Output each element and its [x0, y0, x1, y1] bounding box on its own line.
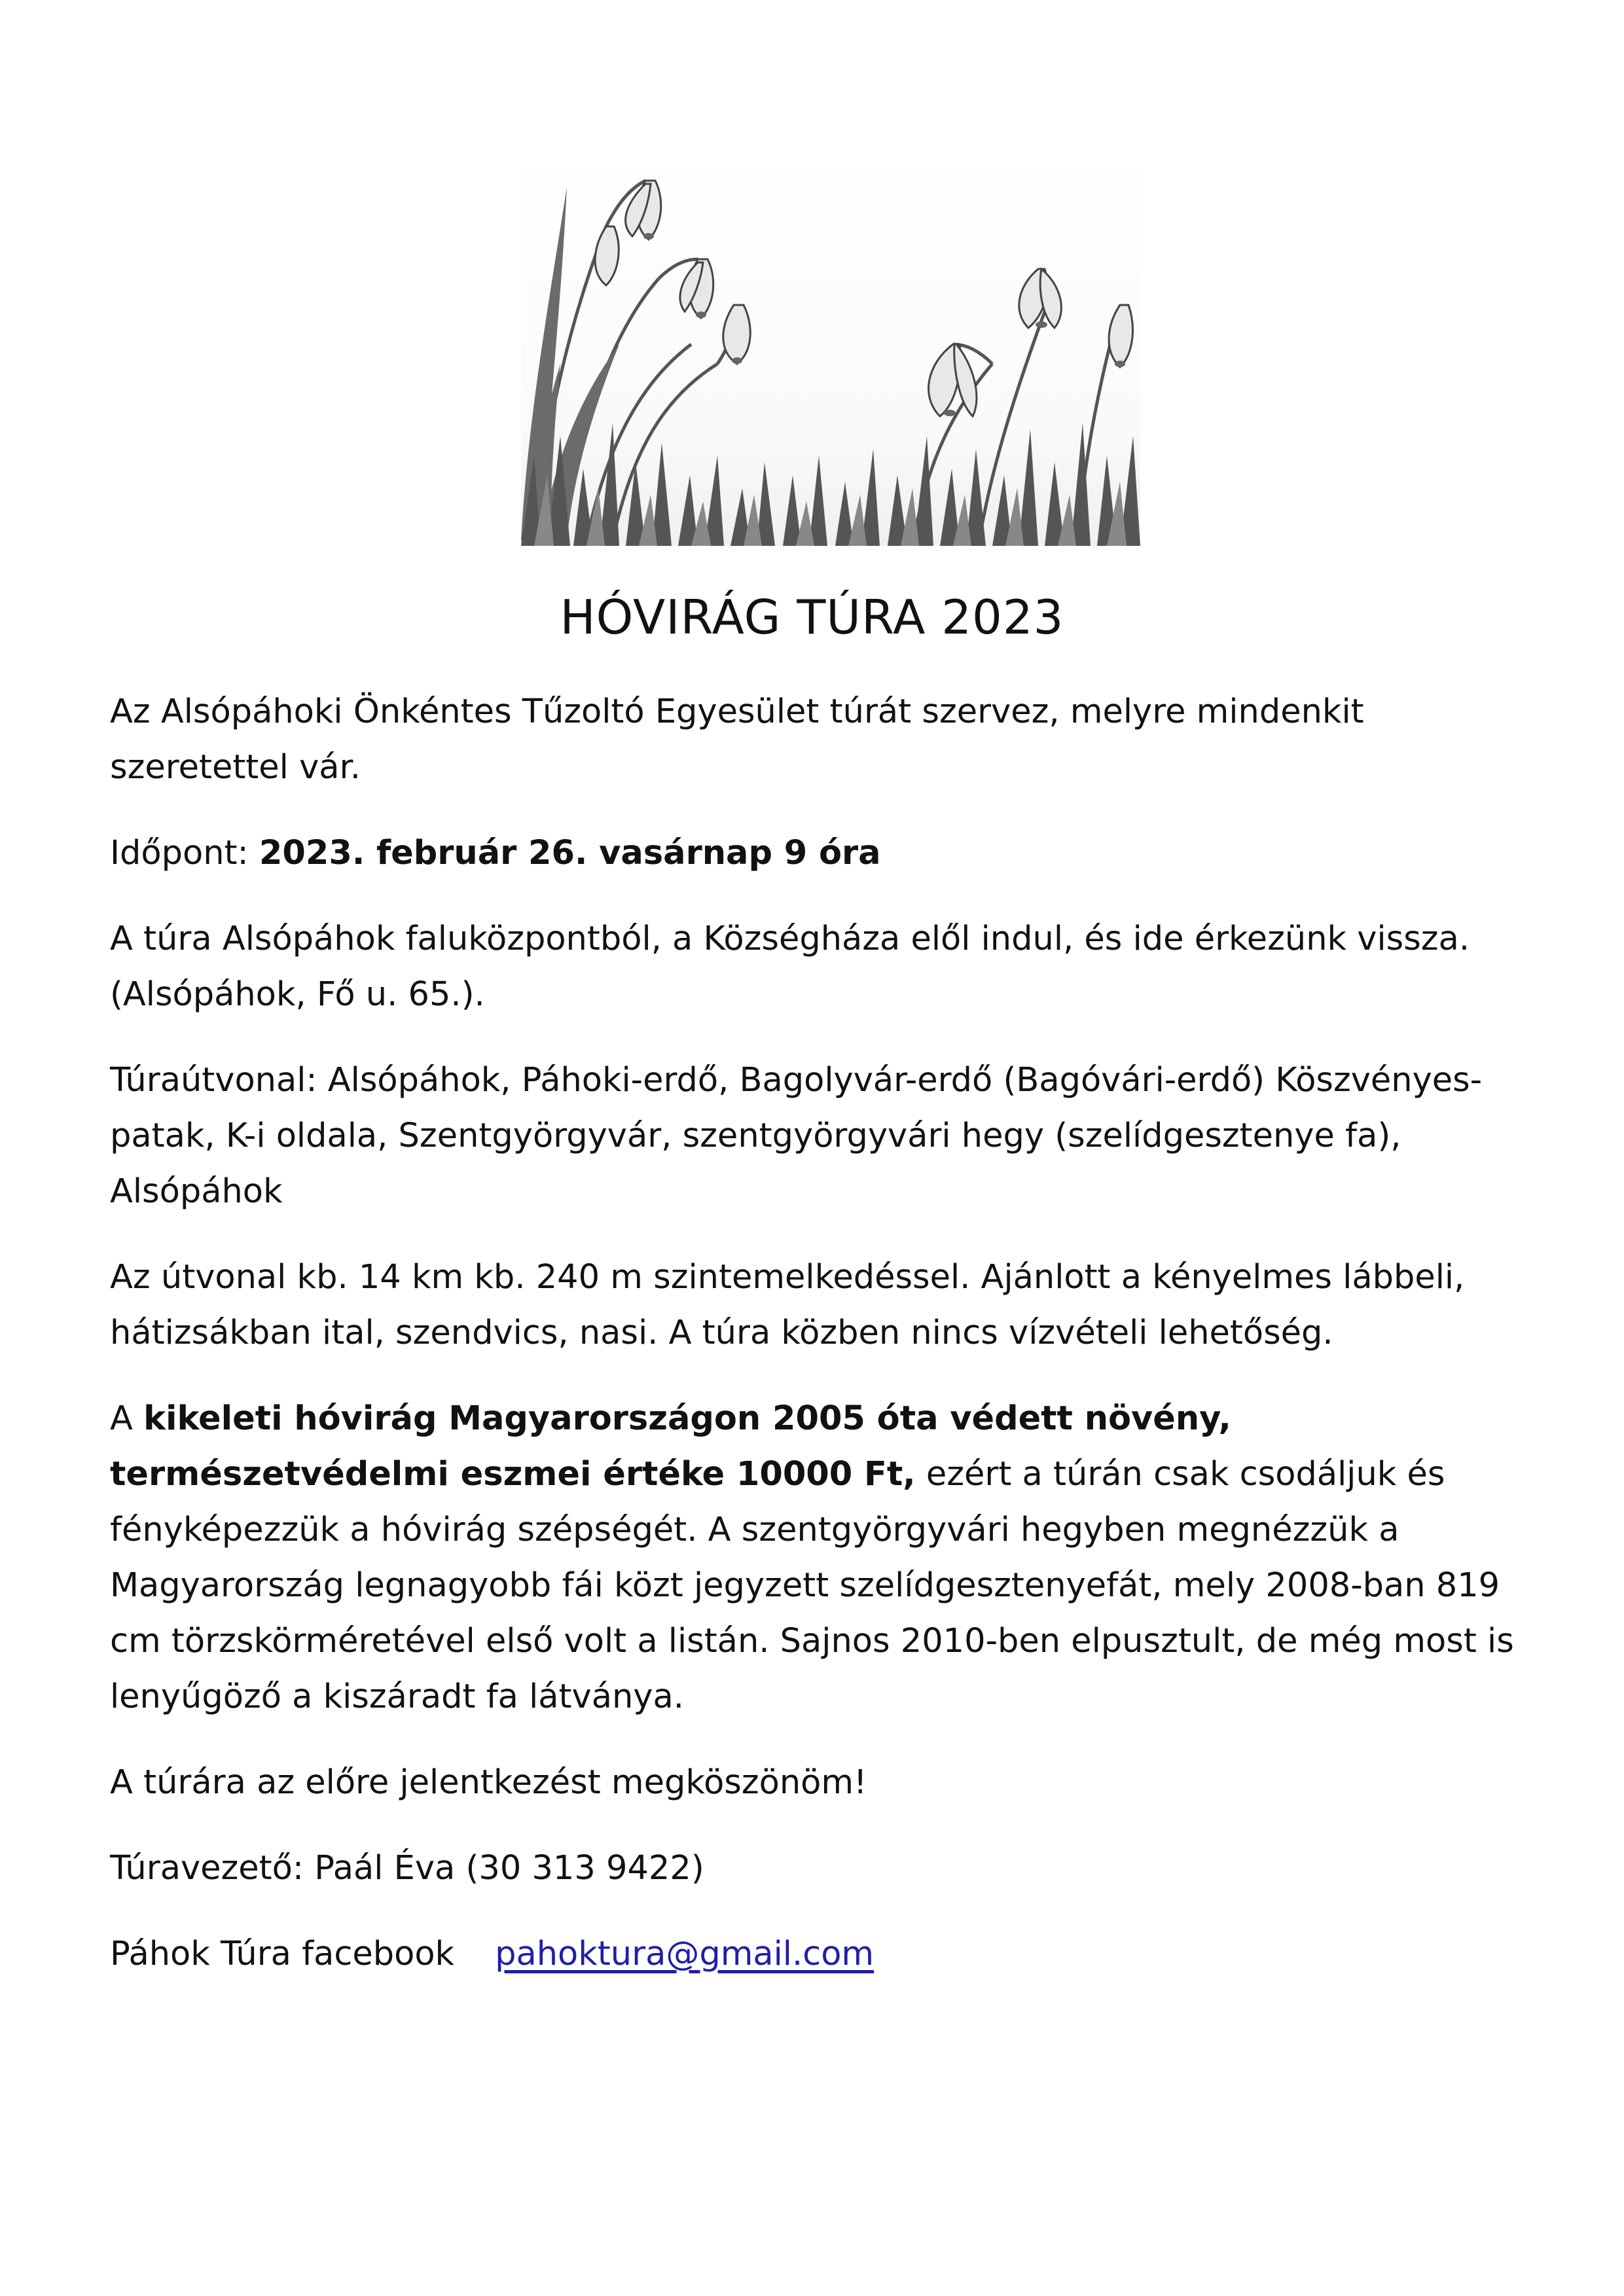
start-line-1: A túra Alsópáhok faluközpontból, a Községháza elől indul, és ide érkezünk vissza. — [110, 920, 1470, 958]
facebook-label: Páhok Túra facebook — [110, 1935, 455, 1973]
snowdrop-rest: ezért a túrán csak csodáljuk és fényképezzük a hóvirág szépségét. A szentgyörgyvári hegyben megnézzük a Magyarország legnagyobb fái közt jegyzett szelídgesztenyefát, mely 2008-ban 819 cm törzskörméretével első volt a listán. Sajnos 2010-ben elpusztult, de még most is lenyűgöző a kiszáradt fa látványa. — [110, 1455, 1514, 1716]
document-body — [110, 684, 1550, 2012]
distance-paragraph: Az útvonal kb. 14 km kb. 240 m szintemelkedéssel. Ajánlott a kényelmes lábbeli, hátizsákban ital, szendvics, nasi. A túra közben nincs vízvételi lehetőség. — [110, 1258, 1465, 1352]
start-line-2: (Alsópáhok, Fő u. 65.). — [110, 975, 485, 1014]
time-paragraph — [110, 825, 1550, 881]
start-paragraph — [110, 911, 1550, 1022]
contact-paragraph — [110, 1926, 1550, 1982]
snowdrop-illustration — [521, 148, 1140, 546]
time-label: Időpont: — [110, 834, 259, 872]
intro-paragraph: Az Alsópáhoki Önkéntes Tűzoltó Egyesület túrát szervez, melyre mindenkit szeretettel vár. — [110, 692, 1364, 787]
snowdrop-paragraph — [110, 1391, 1550, 1725]
guide-paragraph: Túravezető: Paál Éva (30 313 9422) — [110, 1849, 704, 1888]
snowdrop-bold: kikeleti hóvirág Magyarországon 2005 óta védett növény, természetvédelmi eszmei értéke 10000 Ft, — [110, 1399, 1231, 1494]
time-value: 2023. február 26. vasárnap 9 óra — [259, 834, 881, 872]
registration-paragraph: A túrára az előre jelentkezést megköszönöm! — [110, 1763, 867, 1802]
email-link[interactable]: pahoktura@gmail.com — [495, 1935, 875, 1973]
route-paragraph: Túraútvonal: Alsópáhok, Páhoki-erdő, Bagolyvár-erdő (Bagóvári-erdő) Köszvényes-patak, K-i oldala, Szentgyörgyvár, szentgyörgyvári hegy (szelídgesztenye fa), Alsópáhok — [110, 1061, 1483, 1211]
snowdrop-lead: A — [110, 1399, 144, 1438]
page-title: HÓVIRÁG TÚRA 2023 — [560, 590, 1064, 645]
